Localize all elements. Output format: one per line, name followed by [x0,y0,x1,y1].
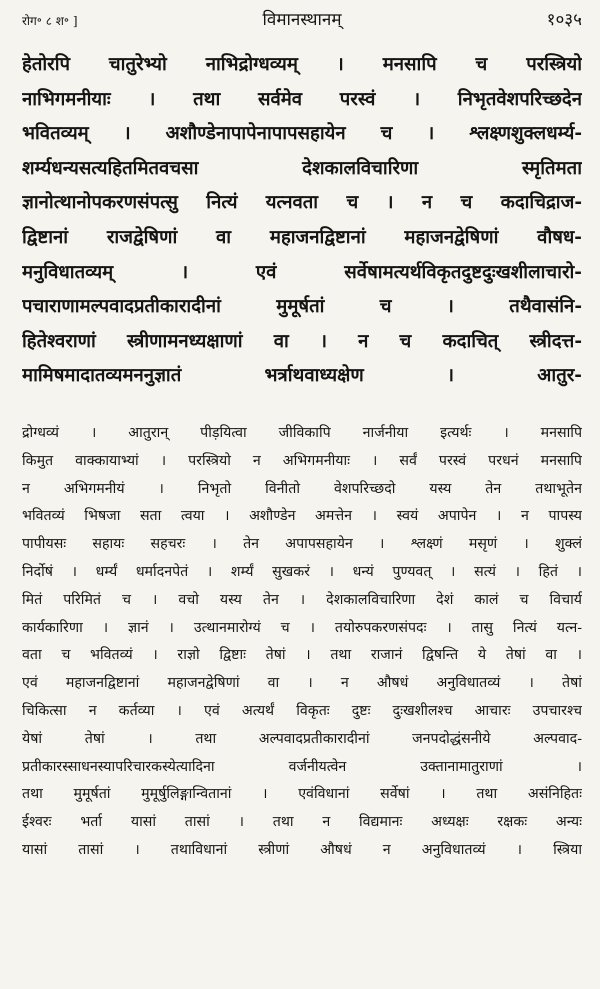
commentary-block [22,420,582,865]
main-text-line: नाभिगमनीयाः । तथा सर्वमेव परस्वं । निभृतवेशपरिच्छदेन [22,88,582,110]
commentary-line: कार्यकारिणा । ज्ञानं । उत्थानमारोग्यं च । तयोरुपकरणसंपदः । तासु नित्यं यत्न- [22,619,582,636]
commentary-line: मितं परिमितं च । वचो यस्य तेन । देशकालविचारिणा देशं कालं च विचार्य [22,591,582,608]
main-text-block [22,48,582,394]
main-text-line: द्विष्टानां राजद्वेषिणां वा महाजनद्विष्टानां महाजनद्वेषिणां वौषध- [22,226,582,248]
running-head [22,8,582,48]
commentary-line: एवं महाजनद्विष्टानां महाजनद्वेषिणां वा । न औषधं अनुविधातव्यं । तेषां [22,675,582,692]
main-text-line: मामिषमादातव्यमननुज्ञातं भर्त्राथवाध्यक्षेण । आतुर- [22,365,582,387]
commentary-line: द्रोग्धव्यं । आतुरान् पीड़यित्वा जीविकापि नार्जनीया इत्यर्थः । मनसापि [22,424,582,441]
commentary-line: प्रतीकारस्साधनस्यापरिचारकस्येत्यादिना वर्जनीयत्वेन उक्तानामातुराणां । [22,758,582,775]
chapter-reference: रोग॰ ८ श॰ ] [22,14,78,28]
commentary-line: वता च भवितव्यं । राज्ञो द्विष्टाः तेषां । तथा राजानं द्विषन्ति ये तेषां वा । [22,647,582,664]
main-text-line: मनुविधातव्यम् । एवं सर्वेषामत्यर्थविकृतदुष्टदुःखशीलाचारो- [22,261,582,283]
main-text-line: शर्म्यधन्यसत्यहितमितवचसा देशकालविचारिणा स्मृतिमता [22,157,582,179]
page-number: १०३५ [546,10,582,30]
commentary-line: किमुत वाक्कायाभ्यां । परस्त्रियो न अभिगमनीयाः । सर्वं परस्वं परधनं मनसापि [22,452,582,469]
commentary-line: चिकित्सा न कर्तव्या । एवं अत्यर्थं विकृतः दुष्टः दुःखशीलश्च आचारः उपचारश्च [22,702,582,719]
commentary-line: पापीयसः सहायः सहचरः । तेन अपापसहायेन । श्लक्ष्णं मसृणं । शुक्लं [22,536,582,553]
main-text-line: भवितव्यम् । अशौण्डेनापापेनापापसहायेन च । श्लक्ष्णशुक्लधर्म्य- [22,123,582,145]
section-title: विमानस्थानम् [262,10,342,30]
main-text-line: पचाराणामल्पवादप्रतीकारादीनां मुमूर्षतां च । तथैवासंनि- [22,296,582,318]
main-text-line: हितेश्वराणां स्त्रीणामनध्यक्षाणां वा । न च कदाचित् स्त्रीदत्त- [22,330,582,352]
main-text-line: ज्ञानोत्थानोपकरणसंपत्सु नित्यं यत्नवता च । न च कदाचिद्राज- [22,192,582,214]
commentary-line: ईश्वरः भर्ता यासां तासां । तथा न विद्यमानः अध्यक्षः रक्षकः अन्यः [22,814,582,831]
main-text-line: हेतोरपि चातुरेभ्यो नाभिद्रोग्धव्यम् । मनसापि च परस्त्रियो [22,54,582,75]
commentary-line: निर्दोषं । धर्म्यं धर्मादनपेतं । शर्म्यं सुखकरं । धन्यं पुण्यवत् । सत्यं । हितं । [22,563,582,580]
commentary-line: न अभिगमनीयं । निभृतो विनीतो वेशपरिच्छदो यस्य तेन तथाभूतेन [22,480,582,497]
commentary-line: भवितव्यं भिषजा सता त्वया । अशौण्डेन अमत्तेन । स्वयं अपापेन । न पापस्य [22,508,582,525]
commentary-line: येषां तेषां । तथा अल्पवादप्रतीकारादीनां जनपदोद्धंसनीये अल्पवाद- [22,730,582,747]
commentary-line: तथा मुमूर्षतां मुमूर्षुलिङ्गान्वितानां । एवंविधानां सर्वेषां । तथा असंनिहितः [22,786,582,803]
section-gap [22,394,582,420]
commentary-line: यासां तासां । तथाविधानां स्त्रीणां औषधं न अनुविधातव्यं । स्त्रिया [22,841,582,858]
